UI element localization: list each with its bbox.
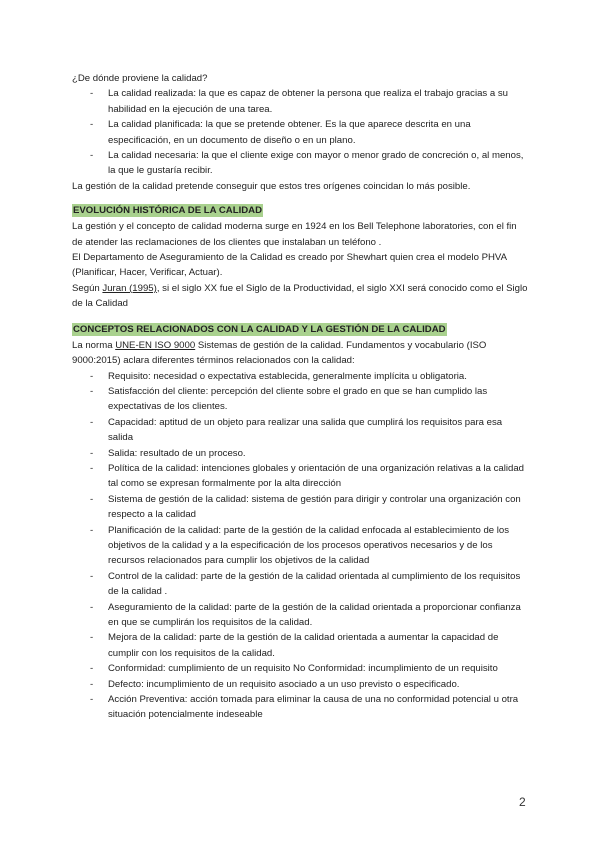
list-item: - Planificación de la calidad: parte de la gestión de la calidad enfocada al establecimiento de los objetivos de la calidad y a la especificación de los procesos operativos necesarios y de los recursos relacionados para cumplir los objetivos de la calidad [72,523,528,569]
history-paragraph-3 [72,281,528,312]
history-paragraph-1: La gestión y el concepto de calidad moderna surge en 1924 en los Bell Telephone laboratories, con el fin de atender las reclamaciones de los clientes que instalaban un teléfono . [72,221,517,248]
list-item: - Acción Preventiva: acción tomada para eliminar la causa de una no conformidad potencial u otra situación potencialmente indeseable [72,692,528,723]
document-page [72,71,528,723]
history-heading: EVOLUCIÓN HISTÓRICA DE LA CALIDAD [73,205,263,217]
list-item: - Salida: resultado de un proceso. [72,446,528,461]
list-item: - Sistema de gestión de la calidad: sistema de gestión para dirigir y controlar una organización con respecto a la calidad [72,492,528,523]
list-item: - La calidad realizada: la que es capaz de obtener la persona que realiza el trabajo gracias a su habilidad en la ejecución de una tarea. [72,86,528,117]
list-item: - Aseguramiento de la calidad: parte de la gestión de la calidad orientada a proporcionar confianza en que se cumplirán los requisitos de la calidad. [72,600,528,631]
history-p3-pre: Según [72,282,103,294]
list-item: - Mejora de la calidad: parte de la gestión de la calidad orientada a aumentar la capacidad de cumplir con los requisitos de la calidad. [72,630,528,661]
list-item: - Política de la calidad: intenciones globales y orientación de una organización relativas a la calidad tal como se expresan formalmente por la alta dirección [72,461,528,492]
page-number: 2 [519,795,526,809]
list-item: - Control de la calidad: parte de la gestión de la calidad orientada al cumplimiento de los requisitos de la calidad . [72,569,528,600]
list-item: - La calidad planificada: la que se pretende obtener. Es la que aparece descrita en una especificación, en un documento de diseño o en un plano. [72,117,528,148]
list-item: - Conformidad: cumplimiento de un requisito No Conformidad: incumplimiento de un requisito [72,661,528,676]
concepts-intro-post: Sistemas de gestión de la calidad. Fundamentos y vocabulario (ISO 9000:2015) aclara diferentes términos relacionados con la calidad: [72,339,487,367]
list-item: - Defecto: incumplimiento de un requisito asociado a un uso previsto o especificado. [72,677,528,692]
history-paragraph-2: El Departamento de Aseguramiento de la Calidad es creado por Shewhart quien crea el modelo PHVA (Planificar, Hacer, Verificar, Actuar). [72,252,507,279]
list-item: - Capacidad: aptitud de un objeto para realizar una salida que cumplirá los requisitos para esa salida [72,415,528,446]
origin-closing: La gestión de la calidad pretende conseguir que estos tres orígenes coincidan lo más posible. [72,180,471,192]
concepts-list [72,369,528,723]
origin-list [72,86,528,178]
concepts-intro-pre: La norma [72,339,116,351]
une-en-iso-9000-link[interactable]: UNE-EN ISO 9000 [115,339,196,351]
concepts-heading: CONCEPTOS RELACIONADOS CON LA CALIDAD Y LA GESTIÓN DE LA CALIDAD [73,323,446,335]
juran-reference-link[interactable]: Juran (1995) [102,282,157,294]
list-item: - Satisfacción del cliente: percepción del cliente sobre el grado en que se han cumplido las expectativas de los clientes. [72,384,528,415]
list-item: - La calidad necesaria: la que el cliente exige con mayor o menor grado de concreción o, al menos, la que le gustaría recibir. [72,148,528,179]
history-p3-post: , si el siglo XX fue el Siglo de la Productividad, el siglo XXI será conocido como el Siglo de la Calidad [72,282,528,310]
list-item: - Requisito: necesidad o expectativa establecida, generalmente implícita u obligatoria. [72,369,528,384]
concepts-intro [72,338,528,369]
origin-question: ¿De dónde proviene la calidad? [72,73,208,84]
